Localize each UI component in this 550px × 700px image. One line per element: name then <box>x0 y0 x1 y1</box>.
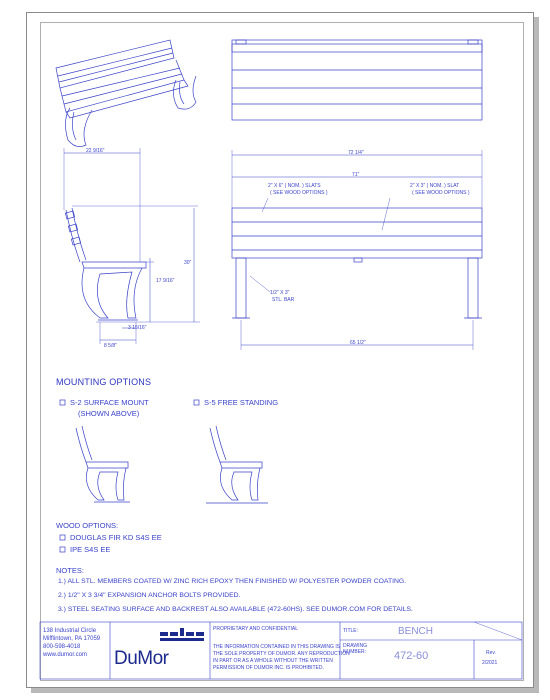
note-3: 3.) STEEL SEATING SURFACE AND BACKREST ALSO AVAILABLE (472-60HS). SEE DUMOR.COM FOR DETAILS. <box>58 606 413 613</box>
disclaimer-line-1: THE INFORMATION CONTAINED IN THIS DRAWING IS <box>213 644 341 650</box>
notes-heading: NOTES: <box>56 566 84 575</box>
wood-option-douglas-fir: DOUGLAS FIR KD S4S EE <box>70 533 162 542</box>
wood-option-ipe: IPE S4S EE <box>70 545 111 554</box>
revision-label: Rev. <box>486 650 496 656</box>
free-standing-option: S-5 FREE STANDING <box>204 398 279 407</box>
foot-width-dimension: 8 5/8" <box>104 343 117 349</box>
front-elevation-view <box>232 150 482 350</box>
address-line-1: 138 Industrial Circle <box>43 628 97 634</box>
proprietary-label: PROPRIETARY AND CONFIDENTIAL <box>213 626 299 632</box>
title-label: TITLE: <box>343 628 359 634</box>
phone-number: 800-598-4018 <box>43 644 81 650</box>
side-elevation-view <box>64 148 200 344</box>
leg-span-dimension: 65 1/2" <box>350 340 366 346</box>
s2-checkbox <box>60 400 65 405</box>
seat-slats-callout: 2" X 6" ( NOM. ) SLATS <box>268 183 321 189</box>
dumor-logo-icon <box>160 628 204 641</box>
drawing-title: BENCH <box>398 626 434 637</box>
steel-bar-callout: 1/2" X 3" <box>270 290 290 296</box>
s5-checkbox <box>194 400 199 405</box>
disclaimer-line-3: IN PART OR AS A WHOLE WITHOUT THE WRITTEN <box>213 658 333 664</box>
surface-mount-thumbnail <box>76 426 130 502</box>
isometric-bench-view <box>56 40 196 147</box>
website: www.dumor.com <box>43 652 88 658</box>
disclaimer-line-4: PERMISSION OF DUMOR INC. IS PROHIBITED. <box>213 665 324 671</box>
dumor-logo: DuMor <box>114 648 169 669</box>
steel-bar-note: STL. BAR <box>272 297 295 303</box>
note-1: 1.) ALL STL. MEMBERS COATED W/ ZINC RICH EPOXY THEN FINISHED W/ POLYESTER POWDER COATING. <box>58 578 407 585</box>
mounting-options-heading: MOUNTING OPTIONS <box>56 377 152 387</box>
back-slat-note: ( SEE WOOD OPTIONS ) <box>412 190 470 196</box>
revision-date: 2/2021 <box>482 660 498 666</box>
foot-offset-dimension: 3 15/16" <box>128 325 147 331</box>
drawing-number-label-2: NUMBER: <box>343 649 367 655</box>
free-standing-thumbnail <box>206 426 268 503</box>
ipe-checkbox <box>60 547 65 552</box>
wood-options-heading: WOOD OPTIONS: <box>56 521 119 530</box>
address-line-2: Mifflintown, PA 17059 <box>43 636 101 642</box>
seat-slats-note: ( SEE WOOD OPTIONS ) <box>270 190 328 196</box>
drawing-number: 472-60 <box>394 650 429 662</box>
depth-dimension: 22 9/16" <box>86 148 105 154</box>
top-plan-view <box>232 40 482 120</box>
drawing-number-label-1: DRAWING <box>343 643 367 649</box>
overall-length-dimension: 72 1/4" <box>348 150 364 156</box>
seat-height-dimension: 17 9/16" <box>156 278 175 284</box>
height-dimension: 30" <box>184 260 192 266</box>
douglas-fir-checkbox <box>60 535 65 540</box>
back-slat-callout: 2" X 3" ( NOM. ) SLAT <box>410 183 460 189</box>
slat-length-dimension: 71" <box>352 172 360 178</box>
surface-mount-option: S-2 SURFACE MOUNT <box>70 398 149 407</box>
note-2: 2.) 1/2" X 3 3/4" EXPANSION ANCHOR BOLTS PROVIDED. <box>58 592 241 599</box>
disclaimer-line-2: THE SOLE PROPERTY OF DUMOR. ANY REPRODUCTION <box>213 651 350 657</box>
surface-mount-note: (SHOWN ABOVE) <box>78 409 140 418</box>
